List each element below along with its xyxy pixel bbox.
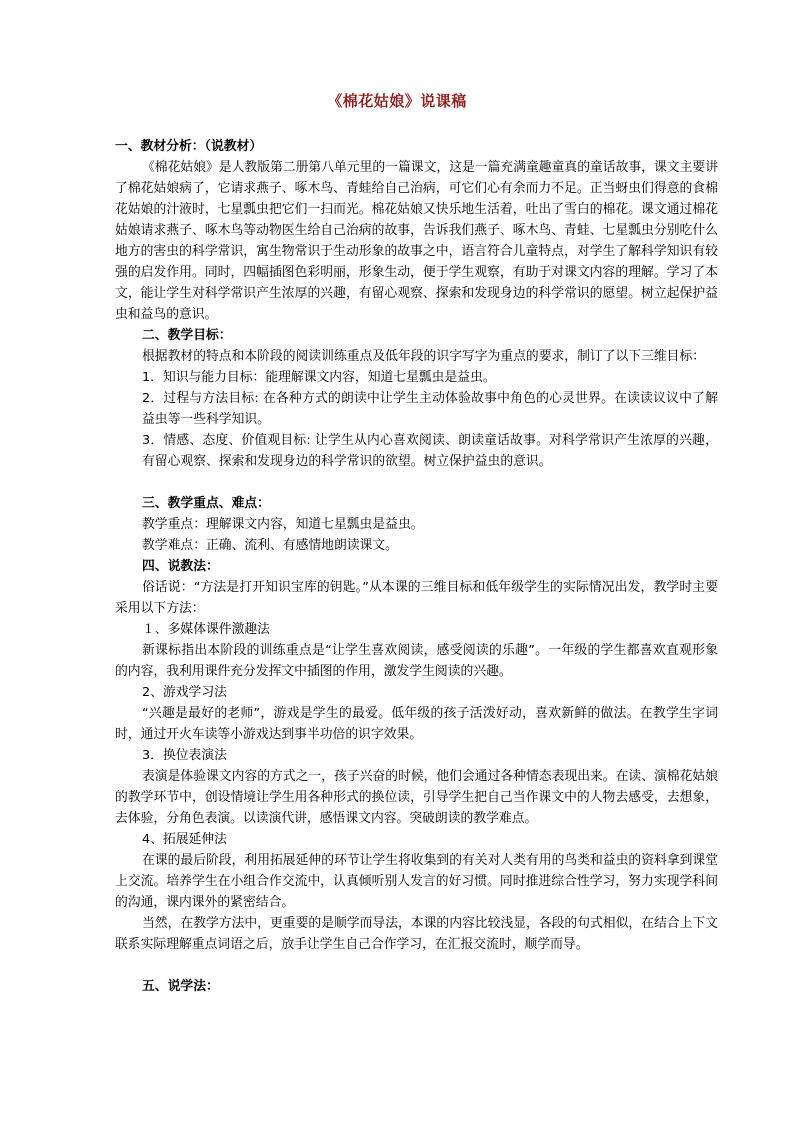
paragraph-methods-intro: 俗话说：“方法是打开知识宝库的钥匙。”从本课的三维目标和低年级学生的实际情况出发，教学时主要采用以下方法： (115, 580, 718, 616)
document-title: 《棉花姑娘》说课稿 (327, 92, 467, 110)
section-heading-5: 五、说学法： (142, 979, 219, 994)
document-body (115, 136, 718, 997)
section-heading-1: 一、教材分析：（说教材） (115, 139, 263, 154)
paragraph-textbook-analysis: 《棉花姑娘》是人教版第二册第八单元里的一篇课文，这是一篇充满童趣童真的童话故事，课文主要讲了棉花姑娘病了，它请求燕子、啄木鸟、青蛙给自己治病，可它们心有余而力不足。正当蚜虫们得意的食棉花姑娘的汁液时，七星瓢虫把它们一扫而光。棉花姑娘又快乐地生活着，吐出了雪白的棉花。课文通过棉花姑娘请求燕子、啄木鸟等动物医生给自己治病的故事，告诉我们燕子、啄木鸟、青蛙、七星瓢虫分别吃什么地方的害虫的科学常识，寓生物常识于生动形象的故事之中，语言符合儿童特点，对学生了解科学知识有较强的启发作用。同时，四幅插图色彩明丽，形象生动，便于学生观察，有助于对课文内容的理解。学习了本文，能让学生对科学常识产生浓厚的兴趣，有留心观察、探索和发现身边的科学常识的愿望。树立起保护益虫和益鸟的意识。 (115, 160, 718, 322)
objective-item-2: 2．过程与方法目标: 在各种方式的朗读中让学生主动体验故事中角色的心灵世界。在读读议议中了解益虫等一些科学知识。 (142, 391, 718, 427)
method-title-2: 2、游戏学习法 (142, 685, 227, 700)
section-heading-4: 四、说教法： (142, 559, 219, 574)
section-heading-2: 二、教学目标： (142, 328, 232, 343)
paragraph-objectives-intro: 根据教材的特点和本阶段的阅读训练重点及低年段的识字写字为重点的要求，制订了以下三维目标： (142, 349, 706, 364)
method-text-1: 新课标指出本阶段的训练重点是“让学生喜欢阅读，感受阅读的乐趣”。一年级的学生都喜欢直观形象的内容，我利用课件充分发挥文中插图的作用，激发学生阅读的兴趣。 (115, 643, 718, 679)
key-point: 教学重点：理解课文内容，知道七星瓢虫是益虫。 (142, 517, 424, 532)
section-heading-3: 三、教学重点、难点： (142, 496, 270, 511)
method-text-3: 表演是体验课文内容的方式之一，孩子兴奋的时候，他们会通过各种情态表现出来。在读、演棉花姑娘的教学环节中，创设情境让学生用各种形式的换位读，引导学生把自己当作课文中的人物去感受，去想象，去体验，分角色表演。以读演代讲，感悟课文内容。突破朗读的教学难点。 (115, 769, 718, 826)
method-title-4: 4、拓展延伸法 (142, 832, 227, 847)
method-title-3: 3．换位表演法 (142, 748, 227, 763)
objective-item-3: 3．情感、态度、价值观目标: 让学生从内心喜欢阅读、朗读童话故事。对科学常识产生浓厚的兴趣，有留心观察、探索和发现身边的科学常识的欲望。树立保护益虫的意识。 (142, 433, 718, 469)
spacer (115, 955, 718, 976)
method-text-4: 在课的最后阶段，利用拓展延伸的环节让学生将收集到的有关对人类有用的鸟类和益虫的资料拿到课堂上交流。培养学生在小组合作交流中，认真倾听别人发言的好习惯。同时推进综合性学习，努力实现学科间的沟通，课内课外的紧密结合。 (115, 853, 718, 910)
method-title-1: １、多媒体课件激趣法 (142, 622, 270, 637)
method-text-2: “兴趣是最好的老师”，游戏是学生的最爱。低年级的孩子活泼好动，喜欢新鲜的做法。在教学生字词时，通过开火车读等小游戏达到事半功倍的识字效果。 (115, 706, 718, 742)
spacer (115, 472, 718, 493)
difficult-point: 教学难点：正确、流利、有感情地朗读课文。 (142, 538, 398, 553)
paragraph-methods-closing: 当然，在教学方法中，更重要的是顺学而导法，本课的内容比较浅显，各段的句式相似，在结合上下文联系实际理解重点词语之后，放手让学生自己合作学习，在汇报交流时，顺学而导。 (115, 916, 718, 952)
objective-item-1: 1．知识与能力目标：能理解课文内容，知道七星瓢虫是益虫。 (142, 370, 496, 385)
